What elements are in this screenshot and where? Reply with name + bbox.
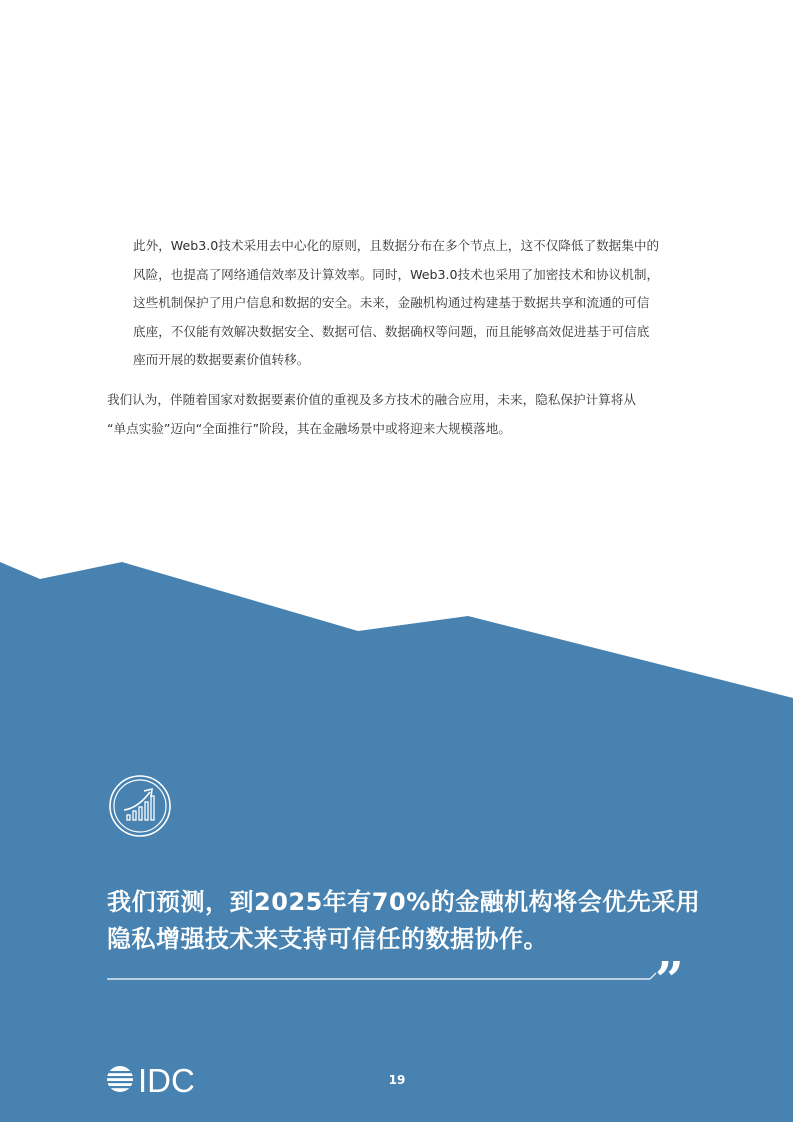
- blue-wave-band: [0, 555, 793, 1122]
- idc-logo: [106, 1062, 206, 1096]
- indented-paragraph: [133, 232, 693, 375]
- paragraph-line: 底座，不仅能有效解决数据安全、数据可信、数据确权等问题，而且能够高效促进基于可信底: [133, 323, 650, 339]
- closing-quote-mark-icon: ”: [655, 955, 684, 985]
- paragraph-line: 我们认为，伴随着国家对数据要素价值的重视及多方技术的融合应用，未来，隐私保护计算将从: [107, 392, 636, 407]
- summary-paragraph: [107, 385, 697, 443]
- paragraph-line: 此外，Web3.0技术采用去中心化的原则，且数据分布在多个节点上，这不仅降低了数据集中的: [133, 238, 660, 253]
- growth-chart-icon: [108, 774, 172, 838]
- quote-divider: [107, 955, 692, 985]
- page-number: 19: [388, 1073, 406, 1087]
- idc-logo-text: IDC: [138, 1062, 195, 1096]
- paragraph-line: 座而开展的数据要素价值转移。: [133, 352, 310, 367]
- paragraph-line: 风险，也提高了网络通信效率及计算效率。同时，Web3.0技术也采用了加密技术和协议机制，: [133, 266, 660, 282]
- prediction-quote: [107, 884, 707, 958]
- paragraph-line: “单点实验”迈向“全面推行”阶段，其在金融场景中或将迎来大规模落地。: [107, 421, 511, 436]
- quote-line: 隐私增强技术来支持可信任的数据协作。: [107, 925, 548, 953]
- quote-line: 我们预测，到2025年有70%的金融机构将会优先采用: [107, 888, 701, 916]
- paragraph-line: 这些机制保护了用户信息和数据的安全。未来，金融机构通过构建基于数据共享和流通的可信: [133, 295, 650, 310]
